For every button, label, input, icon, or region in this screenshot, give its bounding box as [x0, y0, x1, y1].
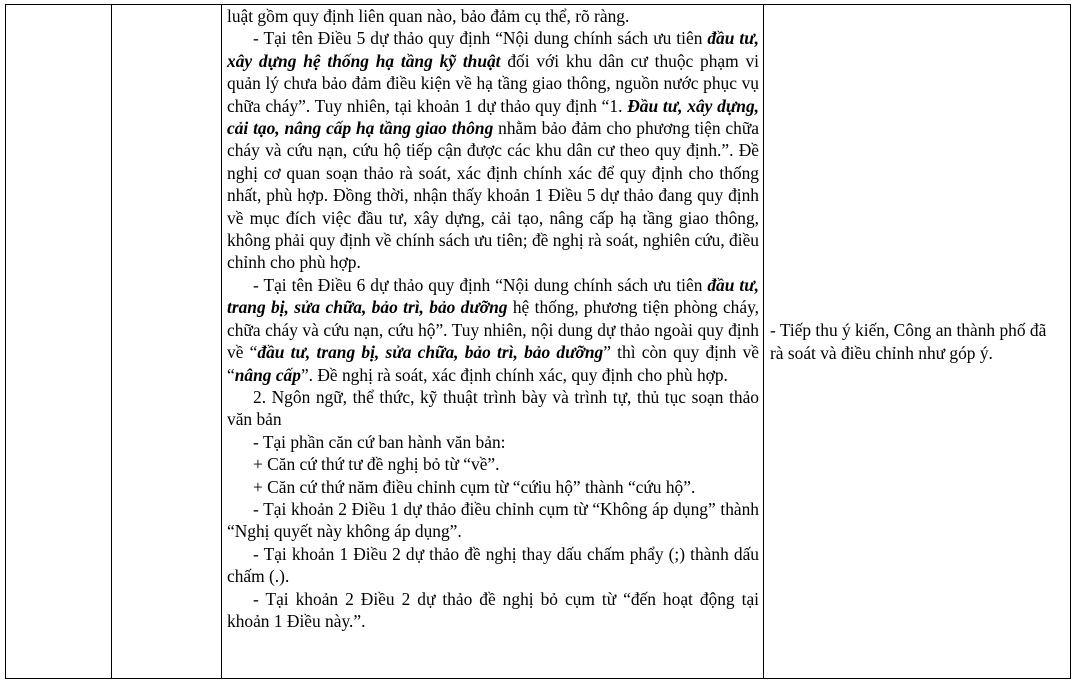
- emphasis-text: đầu tư, trang bị, sửa chữa, bảo trì, bảo dưỡng: [227, 274, 759, 318]
- comment-paragraph: - Tại khoản 2 Điều 1 dự thảo điều chỉnh cụm từ “Không áp dụng” thành “Nghị quyết này không áp dụng”.: [227, 498, 759, 542]
- table-row: [6, 5, 1071, 679]
- emphasis-text: nâng cấp: [234, 364, 301, 385]
- section-heading: 2. Ngôn ngữ, thể thức, kỹ thuật trình bày và trình tự, thủ tục soạn thảo văn bản: [227, 386, 759, 430]
- comment-paragraph-article-6: - Tại tên Điều 6 dự thảo quy định “Nội dung chính sách ưu tiên đầu tư, trang bị, sửa chữa, bảo trì, bảo dưỡng hệ thống, phương tiện phòng cháy, chữa cháy và cứu nạn, cứu hộ”. Tuy nhiên, nội dung dự thảo ngoài quy định về “đầu tư, trang bị, sửa chữa, bảo trì, bảo dưỡng” thì còn quy định về “nâng cấp”. Đề nghị rà soát, xác định chính xác, quy định cho phù hợp.: [227, 274, 760, 385]
- comment-paragraph: + Căn cứ thứ tư đề nghị bỏ từ “về”.: [253, 454, 500, 475]
- cell-comment-content: [222, 5, 764, 679]
- comment-paragraph: + Căn cứ thứ năm điều chỉnh cụm từ “cứiu hộ” thành “cứu hộ”.: [253, 476, 696, 497]
- comment-paragraph: - Tại phần căn cứ ban hành văn bản:: [253, 431, 506, 452]
- cell-response: [764, 5, 1071, 679]
- response-text: - Tiếp thu ý kiến, Công an thành phố đã rà soát và điều chỉnh như góp ý.: [770, 320, 1047, 363]
- emphasis-text: Đầu tư, xây dựng, cải tạo, nâng cấp hạ tầng giao thông: [227, 95, 759, 139]
- emphasis-text: đầu tư, trang bị, sửa chữa, bảo trì, bảo dưỡng: [257, 342, 604, 363]
- comment-paragraph: - Tại khoản 2 Điều 2 dự thảo đề nghị bỏ cụm từ “đến hoạt động tại khoản 1 Điều này.”.: [227, 588, 759, 631]
- cell-agency: [112, 5, 222, 679]
- document-table: [5, 4, 1071, 679]
- comment-paragraph: luật gồm quy định liên quan nào, bảo đảm cụ thể, rõ ràng.: [227, 6, 630, 26]
- comment-paragraph-article-5: - Tại tên Điều 5 dự thảo quy định “Nội dung chính sách ưu tiên đầu tư, xây dựng hệ thống hạ tầng kỹ thuật đối với khu dân cư thuộc phạm vi quản lý chưa bảo đảm điều kiện về hạ tầng giao thông, nguồn nước phục vụ chữa cháy”. Tuy nhiên, tại khoản 1 dự thảo quy định “1. Đầu tư, xây dựng, cải tạo, nâng cấp hạ tầng giao thông nhằm bảo đảm cho phương tiện chữa cháy và cứu nạn, cứu hộ tiếp cận được các khu dân cư theo quy định.”. Đề nghị cơ quan soạn thảo rà soát, xác định chính xác để quy định cho thống nhất, phù hợp. Đồng thời, nhận thấy khoản 1 Điều 5 dự thảo đang quy định về mục đích việc đầu tư, xây dựng, cải tạo, nâng cấp hạ tầng giao thông, không phải quy định về chính sách ưu tiên; đề nghị rà soát, nghiên cứu, điều chỉnh cho phù hợp.: [227, 28, 760, 273]
- emphasis-text: đầu tư, xây dựng hệ thống hạ tầng kỹ thuật: [227, 28, 759, 71]
- cell-order-number: [6, 5, 112, 679]
- comment-paragraph: - Tại khoản 1 Điều 2 dự thảo đề nghị thay dấu chấm phẩy (;) thành dấu chấm (.).: [227, 543, 759, 587]
